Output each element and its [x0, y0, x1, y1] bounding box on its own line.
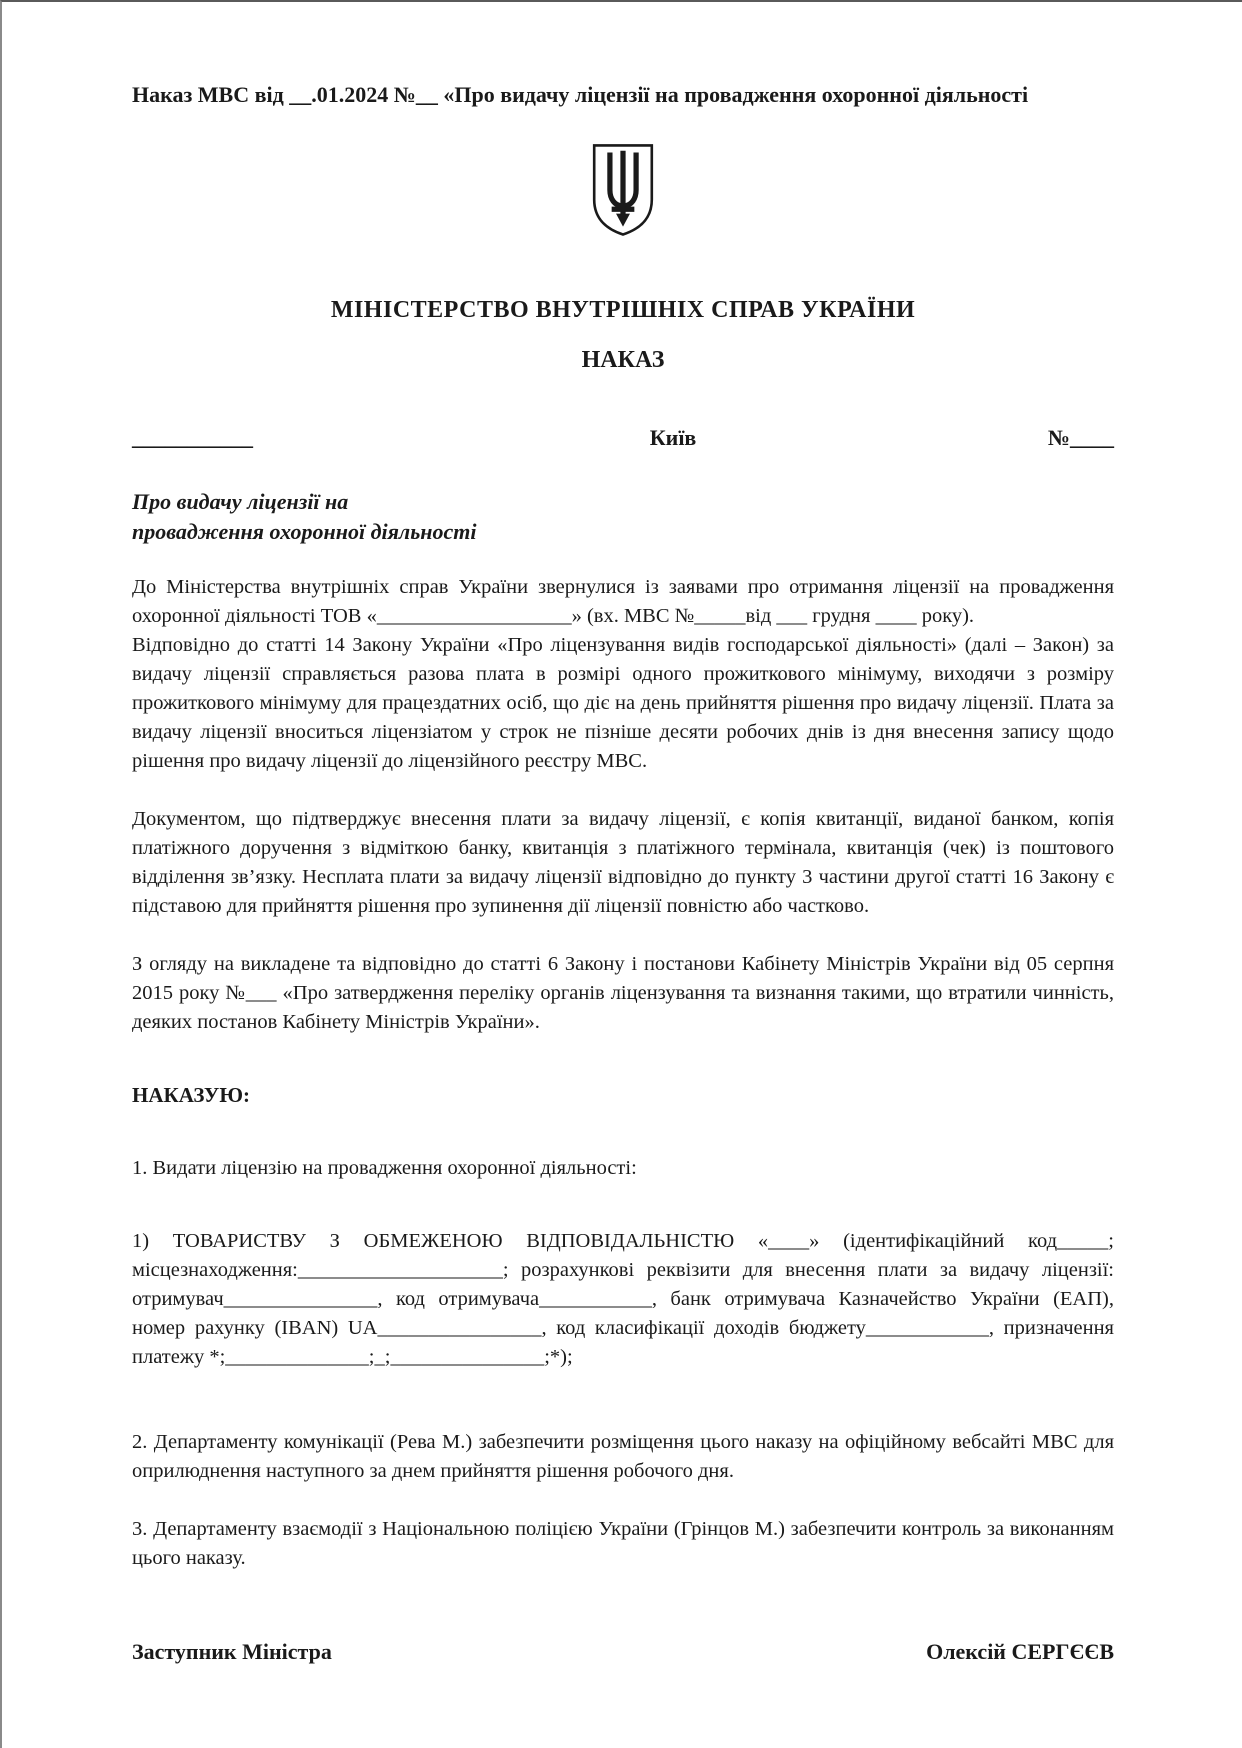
document-reference-header: Наказ МВС від __.01.2024 №__ «Про видачу ліцензії на провадження охоронної діяльності	[132, 82, 1029, 107]
order-title: НАКАЗ	[581, 347, 665, 373]
ministry-title: МІНІСТЕРСТВО ВНУТРІШНІХ СПРАВ УКРАЇНИ	[330, 297, 916, 323]
signature-row	[132, 1637, 1114, 1667]
emblem-container	[132, 142, 1114, 243]
body-paragraph-intro: До Міністерства внутрішніх справ України звернулися із заявами про отримання ліцензії на провадження охоронної діяльності ТОВ «___________________» (вх. МВС №_____від ___ грудня ____ року).	[132, 576, 1114, 627]
resolution-heading: НАКАЗУЮ:	[132, 1083, 250, 1107]
order-number-blank: №____	[1047, 425, 1114, 450]
order-item-2: 2. Департаменту комунікації (Рева М.) забезпечити розміщення цього наказу на офіційному вебсайті МВС для оприлюднення наступного за днем прийняття рішення робочого дня.	[132, 1431, 1114, 1482]
order-meta-row	[132, 423, 1114, 453]
signatory-position: Заступник Міністра	[132, 1639, 332, 1664]
city-label: Київ	[649, 425, 697, 450]
order-item-1-details: 1) ТОВАРИСТВУ З ОБМЕЖЕНОЮ ВІДПОВІДАЛЬНІСТЮ «____» (ідентифікаційний код_____; місцезнаходження:____________________; розрахункові реквізити для внесення плати за видачу ліцензії: отримувач_______________, код отримувача___________, банк отримувача Казначейство України (ЕАП), номер рахунку (IBAN) UA________________, код класифікації доходів бюджету____________, призначення платежу *;______________;_;_______________;*);	[132, 1230, 1114, 1368]
body-paragraph-payment-proof: Документом, що підтверджує внесення плати за видачу ліцензії, є копія квитанції, виданої банком, копія платіжного доручення з відміткою банку, квитанція з платіжного термінала, квитанція (чек) із поштового відділення зв’язку. Несплата плати за видачу ліцензії відповідно до пункту 3 частини другої статті 16 Закону є підставою для прийняття рішення про зупинення дії ліцензії повністю або частково.	[132, 808, 1114, 917]
subject-block	[132, 487, 1114, 547]
subject-line-1: Про видачу ліцензії на	[132, 489, 349, 514]
body-paragraph-basis: З огляду на викладене та відповідно до статті 6 Закону і постанови Кабінету Міністрів України від 05 серпня 2015 року №___ «Про затвердження переліку органів ліцензування та визнання такими, що втратили чинність, деяких постанов Кабінету Міністрів України».	[132, 953, 1114, 1033]
ukraine-trident-emblem-icon	[588, 142, 658, 238]
document-body	[132, 573, 1114, 1037]
order-item-1: 1. Видати ліцензію на провадження охоронної діяльності:	[132, 1157, 637, 1179]
signatory-name: Олексій СЕРГЄЄВ	[926, 1639, 1114, 1664]
body-paragraph-law14: Відповідно до статті 14 Закону України «Про ліцензування видів господарської діяльності» (далі – Закон) за видачу ліцензії справляється разова плата в розмірі одного прожиткового мінімуму, виходячи з розміру прожиткового мінімуму для працездатних осіб, що діє на день прийняття рішення про видачу ліцензії. Плата за видачу ліцензії вноситься ліцензіатом у строк не пізніше десяти робочих днів із дня внесення запису щодо рішення про видачу ліцензії до ліцензійного реєстру МВС.	[132, 634, 1114, 772]
document-content	[132, 80, 1114, 1667]
date-blank-line: ___________	[132, 425, 253, 450]
subject-line-2: провадження охоронної діяльності	[132, 519, 477, 544]
order-item-3: 3. Департаменту взаємодії з Національною поліцією України (Грінцов М.) забезпечити контроль за виконанням цього наказу.	[132, 1518, 1114, 1569]
